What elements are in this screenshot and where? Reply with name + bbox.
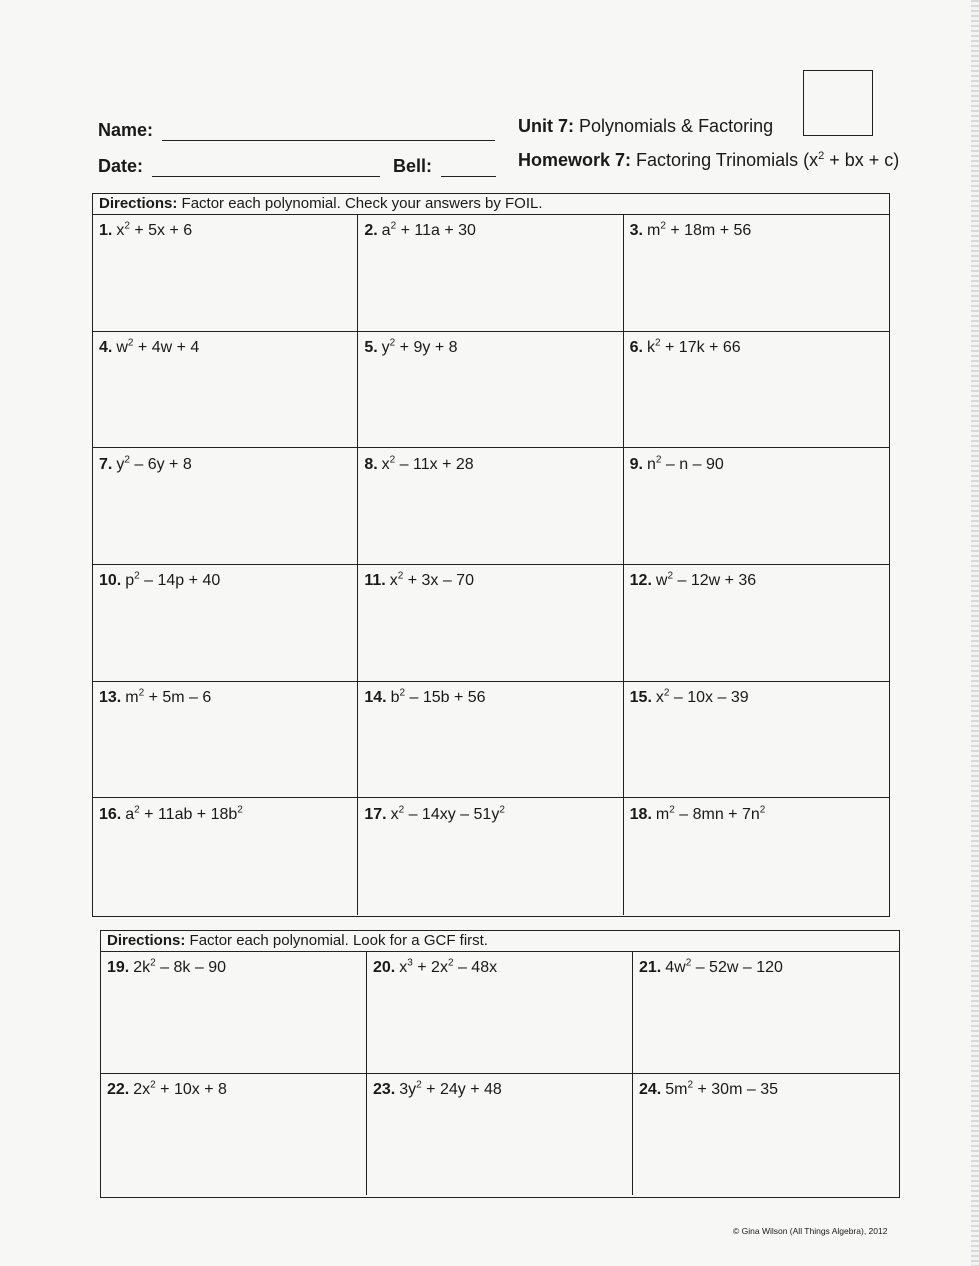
unit-label: Unit 7: bbox=[518, 116, 574, 136]
unit-row bbox=[518, 116, 773, 137]
problem-number: 4. bbox=[99, 339, 113, 357]
problem-cell-12[interactable] bbox=[624, 565, 889, 682]
problem-number: 11. bbox=[364, 572, 386, 590]
problem-cell-13[interactable] bbox=[93, 682, 358, 799]
problem-cell-1[interactable] bbox=[93, 215, 358, 332]
problem-expression: $x^2 - 14xy - 51y^2$ bbox=[390, 804, 505, 823]
name-label: Name: bbox=[98, 120, 154, 140]
problem-cell-8[interactable] bbox=[358, 448, 623, 565]
problem-number: 5. bbox=[364, 339, 378, 357]
directions-label: Directions: bbox=[99, 195, 178, 212]
problem-expression: $x^3 + 2x^2 - 48x$ bbox=[399, 958, 498, 977]
bell-field[interactable] bbox=[441, 160, 496, 177]
problem-expression: $w^2 - 12w + 36$ bbox=[655, 571, 757, 590]
section-1-grid bbox=[93, 215, 889, 915]
name-field[interactable] bbox=[162, 124, 495, 141]
problem-expression: $y^2 - 6y + 8$ bbox=[116, 454, 192, 473]
problem-number: 16. bbox=[99, 805, 122, 823]
copyright: © Gina Wilson (All Things Algebra), 2012 bbox=[733, 1226, 888, 1236]
problem-expression: $w^2 + 4w + 4$ bbox=[116, 337, 200, 357]
problem-expression: $a^2 + 11ab + 18b^2$ bbox=[125, 804, 243, 823]
problem-cell-7[interactable] bbox=[93, 448, 358, 565]
directions-text: Factor each polynomial. Check your answers by FOIL. bbox=[181, 195, 543, 212]
problem-number: 6. bbox=[629, 339, 643, 357]
problem-expression: $5m^2 + 30m - 35$ bbox=[665, 1079, 778, 1098]
problem-cell-6[interactable] bbox=[624, 332, 889, 449]
problem-expression: $k^2 + 17k + 66$ bbox=[647, 337, 741, 357]
problem-cell-14[interactable] bbox=[358, 682, 623, 799]
problem-number: 12. bbox=[629, 572, 652, 590]
section-2-directions bbox=[101, 931, 899, 952]
problem-number: 20. bbox=[373, 959, 396, 977]
problem-cell-20[interactable] bbox=[367, 952, 633, 1074]
problem-number: 22. bbox=[107, 1080, 130, 1098]
bell-label: Bell: bbox=[393, 156, 433, 176]
problem-expression: $x^2 - 11x + 28$ bbox=[381, 454, 474, 473]
problem-number: 18. bbox=[629, 805, 652, 823]
problem-cell-17[interactable] bbox=[358, 798, 623, 915]
date-field[interactable] bbox=[152, 160, 380, 177]
problem-cell-2[interactable] bbox=[358, 215, 623, 332]
problem-expression: $b^2 - 15b + 56$ bbox=[390, 687, 486, 707]
problem-cell-19[interactable] bbox=[101, 952, 367, 1074]
problem-expression: $4w^2 - 52w - 120$ bbox=[665, 958, 783, 977]
problem-cell-3[interactable] bbox=[624, 215, 889, 332]
problem-expression: $n^2$ – n – 90 bbox=[647, 454, 724, 473]
problem-expression: $x^2 - 10x - 39$ bbox=[655, 687, 749, 707]
problem-expression: $3y^2 + 24y + 48$ bbox=[399, 1079, 502, 1098]
problem-number: 3. bbox=[629, 222, 643, 240]
homework-title: Factoring Trinomials (x bbox=[636, 150, 819, 170]
score-box bbox=[803, 70, 873, 136]
homework-title-tail: + bx + c) bbox=[824, 150, 900, 170]
problem-cell-10[interactable] bbox=[93, 565, 358, 682]
problem-expression: $x^2 + 3x - 70$ bbox=[389, 571, 474, 590]
problem-cell-9[interactable] bbox=[624, 448, 889, 565]
problem-number: 15. bbox=[629, 689, 652, 707]
problem-cell-4[interactable] bbox=[93, 332, 358, 449]
problem-expression: $m^2 + 5m - 6$ bbox=[125, 687, 212, 707]
problem-number: 23. bbox=[373, 1080, 396, 1098]
date-row bbox=[98, 156, 496, 177]
problem-number: 21. bbox=[639, 959, 662, 977]
problem-number: 9. bbox=[629, 455, 643, 473]
problem-number: 14. bbox=[364, 689, 387, 707]
directions-label: Directions: bbox=[107, 932, 186, 949]
page-edge bbox=[971, 0, 979, 1266]
problem-number: 2. bbox=[364, 222, 378, 240]
problem-cell-11[interactable] bbox=[358, 565, 623, 682]
problem-cell-23[interactable] bbox=[367, 1074, 633, 1196]
problem-number: 24. bbox=[639, 1080, 662, 1098]
problem-number: 8. bbox=[364, 455, 378, 473]
problem-expression: $x^2 + 5x + 6$ bbox=[116, 221, 193, 240]
homework-row bbox=[518, 150, 899, 171]
problem-number: 19. bbox=[107, 959, 130, 977]
problem-expression: $2x^2 + 10x + 8$ bbox=[133, 1079, 227, 1098]
unit-title: Polynomials & Factoring bbox=[579, 116, 774, 136]
problem-cell-22[interactable] bbox=[101, 1074, 367, 1196]
homework-exponent: 2 bbox=[818, 150, 825, 162]
problem-expression: $p^2 - 14p + 40$ bbox=[125, 571, 221, 590]
section-1-table bbox=[92, 193, 890, 917]
problem-number: 10. bbox=[99, 572, 122, 590]
problem-expression: $m^2 - 8mn + 7n^2$ bbox=[655, 804, 766, 823]
problem-expression: $y^2 + 9y + 8$ bbox=[381, 337, 458, 357]
problem-cell-15[interactable] bbox=[624, 682, 889, 799]
problem-cell-21[interactable] bbox=[633, 952, 899, 1074]
problem-number: 1. bbox=[99, 222, 113, 240]
problem-number: 13. bbox=[99, 689, 122, 707]
problem-cell-5[interactable] bbox=[358, 332, 623, 449]
name-row bbox=[98, 120, 495, 141]
problem-cell-18[interactable] bbox=[624, 798, 889, 915]
problem-number: 17. bbox=[364, 805, 387, 823]
problem-expression: $a^2 + 11a + 30$ bbox=[381, 221, 476, 240]
problem-cell-16[interactable] bbox=[93, 798, 358, 915]
section-2-table bbox=[100, 930, 900, 1198]
section-1-directions bbox=[93, 194, 889, 215]
problem-cell-24[interactable] bbox=[633, 1074, 899, 1196]
homework-label: Homework 7: bbox=[518, 150, 632, 170]
section-2-grid bbox=[101, 952, 899, 1195]
date-label: Date: bbox=[98, 156, 144, 176]
problem-expression: $m^2 + 18m + 56$ bbox=[647, 221, 752, 240]
problem-expression: $2k^2 - 8k - 90$ bbox=[133, 958, 226, 977]
problem-number: 7. bbox=[99, 455, 113, 473]
directions-text: Factor each polynomial. Look for a GCF first. bbox=[189, 932, 488, 949]
